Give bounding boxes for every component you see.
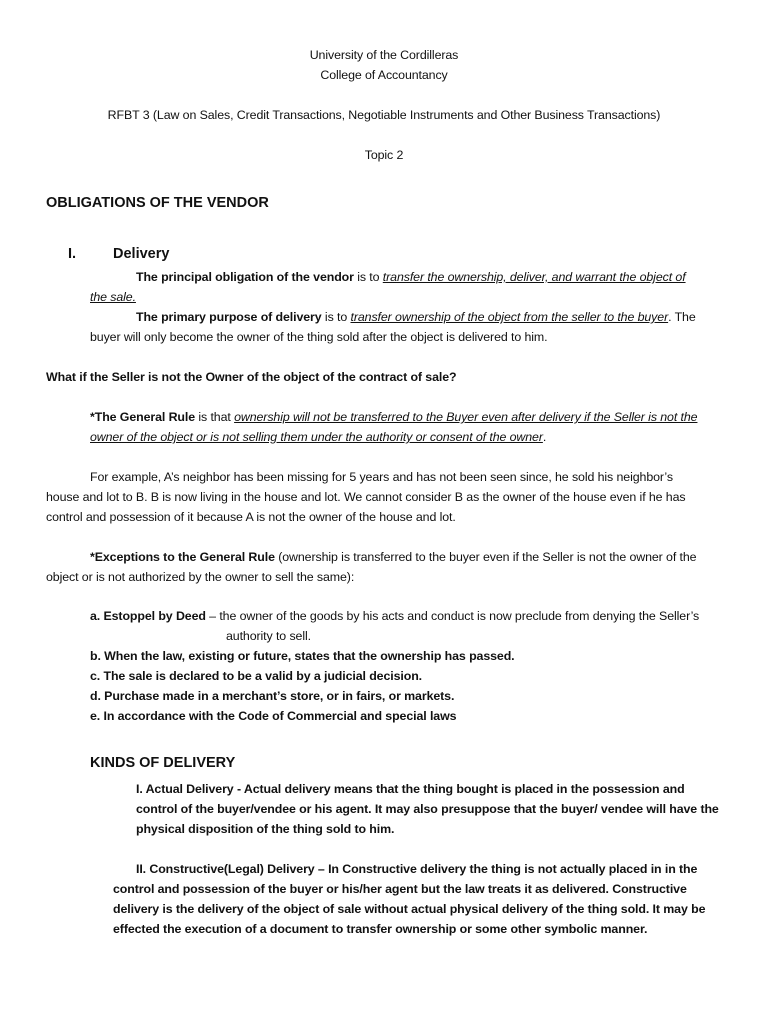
text-span: – In Constructive delivery the thing is not actually placed in in the: [314, 862, 698, 876]
actual-delivery-line-3: physical disposition of the thing sold to him.: [136, 822, 395, 836]
delivery-paragraph-2-line-2: buyer will only become the owner of the thing sold after the object is delivered to him.: [90, 330, 548, 344]
exceptions-line-1: [90, 549, 696, 565]
constructive-delivery-line-1: [136, 861, 697, 877]
university-name: University of the Cordilleras: [309, 48, 459, 62]
constructive-delivery-term: II. Constructive(Legal) Delivery: [136, 862, 315, 876]
constructive-delivery-line-4: effected the execution of a document to transfer ownership or some other symbolic manner.: [113, 922, 648, 936]
actual-delivery-term: I. Actual Delivery: [136, 782, 234, 796]
text-span: . The: [668, 310, 696, 324]
course-title: RFBT 3 (Law on Sales, Credit Transactions, Negotiable Instruments and Other Business Transactions): [107, 108, 661, 122]
delivery-paragraph-2-line-1: [136, 309, 696, 325]
exceptions-term: *Exceptions to the General Rule: [90, 550, 275, 564]
kinds-of-delivery-title: KINDS OF DELIVERY: [90, 755, 236, 771]
primary-purpose-term: The primary purpose of delivery: [136, 310, 322, 324]
exception-item-a-cont: authority to sell.: [226, 629, 311, 643]
primary-purpose-definition: transfer ownership of the object from the seller to the buyer: [350, 310, 669, 324]
college-name: College of Accountancy: [320, 68, 448, 82]
text-span: – the owner of the goods by his acts and conduct is now preclude from denying the Seller’s: [205, 609, 700, 623]
text-span: (ownership is transferred to the buyer even if the Seller is not the owner of the: [274, 550, 697, 564]
general-rule-definition: ownership will not be transferred to the Buyer even after delivery if the Seller is not the: [234, 410, 698, 424]
delivery-numeral: I.: [68, 246, 77, 262]
exception-item-b: b. When the law, existing or future, states that the ownership has passed.: [90, 649, 515, 663]
exception-item-a: [90, 608, 699, 624]
general-rule-term: *The General Rule: [90, 410, 196, 424]
principal-obligation-definition: transfer the ownership, deliver, and warrant the object of: [382, 270, 686, 284]
exception-a-term: a. Estoppel by Deed: [90, 609, 206, 623]
section-title: OBLIGATIONS OF THE VENDOR: [46, 195, 269, 211]
delivery-paragraph-1-line-1: [136, 269, 686, 285]
example-line-3: control and possession of it because A is not the owner of the house and lot.: [46, 510, 456, 524]
example-line-2: house and lot to B. B is now living in the house and lot. We cannot consider B as the owner of the house even if he has: [46, 490, 686, 504]
text-span: is to: [353, 270, 383, 284]
example-line-1: For example, A’s neighbor has been missing for 5 years and has not been seen since, he sold his neighbor’s: [90, 470, 673, 484]
text-span: is to: [321, 310, 351, 324]
actual-delivery-line-2: control of the buyer/vendee or his agent. It may also presuppose that the buyer/ vendee will have the: [136, 802, 719, 816]
principal-obligation-term: The principal obligation of the vendor: [136, 270, 354, 284]
exception-item-d: d. Purchase made in a merchant’s store, or in fairs, or markets.: [90, 689, 455, 703]
general-rule-line-2: [90, 429, 546, 445]
actual-delivery-line-1: [136, 781, 685, 797]
exception-item-e: e. In accordance with the Code of Commercial and special laws: [90, 709, 457, 723]
topic-label: Topic 2: [364, 148, 404, 162]
exceptions-line-2: object or is not authorized by the owner to sell the same):: [46, 570, 355, 584]
constructive-delivery-line-2: control and possession of the buyer or his/her agent but the law treats it as delivered. Constructive: [113, 882, 687, 896]
constructive-delivery-line-3: delivery is the delivery of the object of sale without actual physical delivery of the thing sold. It may be: [113, 902, 706, 916]
general-rule-line-1: [90, 409, 697, 425]
principal-obligation-definition-cont: the sale.: [90, 290, 136, 304]
text-span: .: [542, 430, 547, 444]
exception-item-c: c. The sale is declared to be a valid by a judicial decision.: [90, 669, 423, 683]
text-span: is that: [195, 410, 235, 424]
general-rule-definition-cont: owner of the object or is not selling them under the authority or consent of the owner: [90, 430, 543, 444]
question-heading: What if the Seller is not the Owner of the object of the contract of sale?: [46, 370, 457, 384]
text-span: - Actual delivery means that the thing bought is placed in the possession and: [233, 782, 685, 796]
delivery-heading: Delivery: [113, 246, 170, 262]
